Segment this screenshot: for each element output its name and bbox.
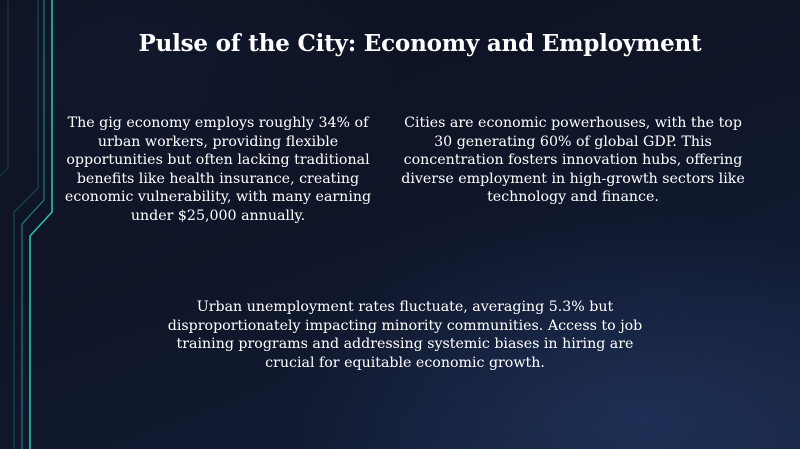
gig-economy-paragraph: The gig economy employs roughly 34% of urban workers, providing flexible opportunities but often lacking traditional benefits like health insurance, creating economic vulnerability, with many earning under $25,000 annually. [64,115,372,224]
decorative-circuit-lines [0,0,60,449]
economic-powerhouses-paragraph: Cities are economic powerhouses, with the top 30 generating 60% of global GDP. This concentration fosters innovation hubs, offering diverse employment in high-growth sectors like technology and finance. [401,115,745,205]
slide-title: Pulse of the City: Economy and Employment [138,30,702,57]
unemployment-paragraph: Urban unemployment rates fluctuate, averaging 5.3% but disproportionately impacting minority communities. Access to job training programs and addressing systemic biases in hiring are crucial for equitable economic growth. [167,299,643,371]
